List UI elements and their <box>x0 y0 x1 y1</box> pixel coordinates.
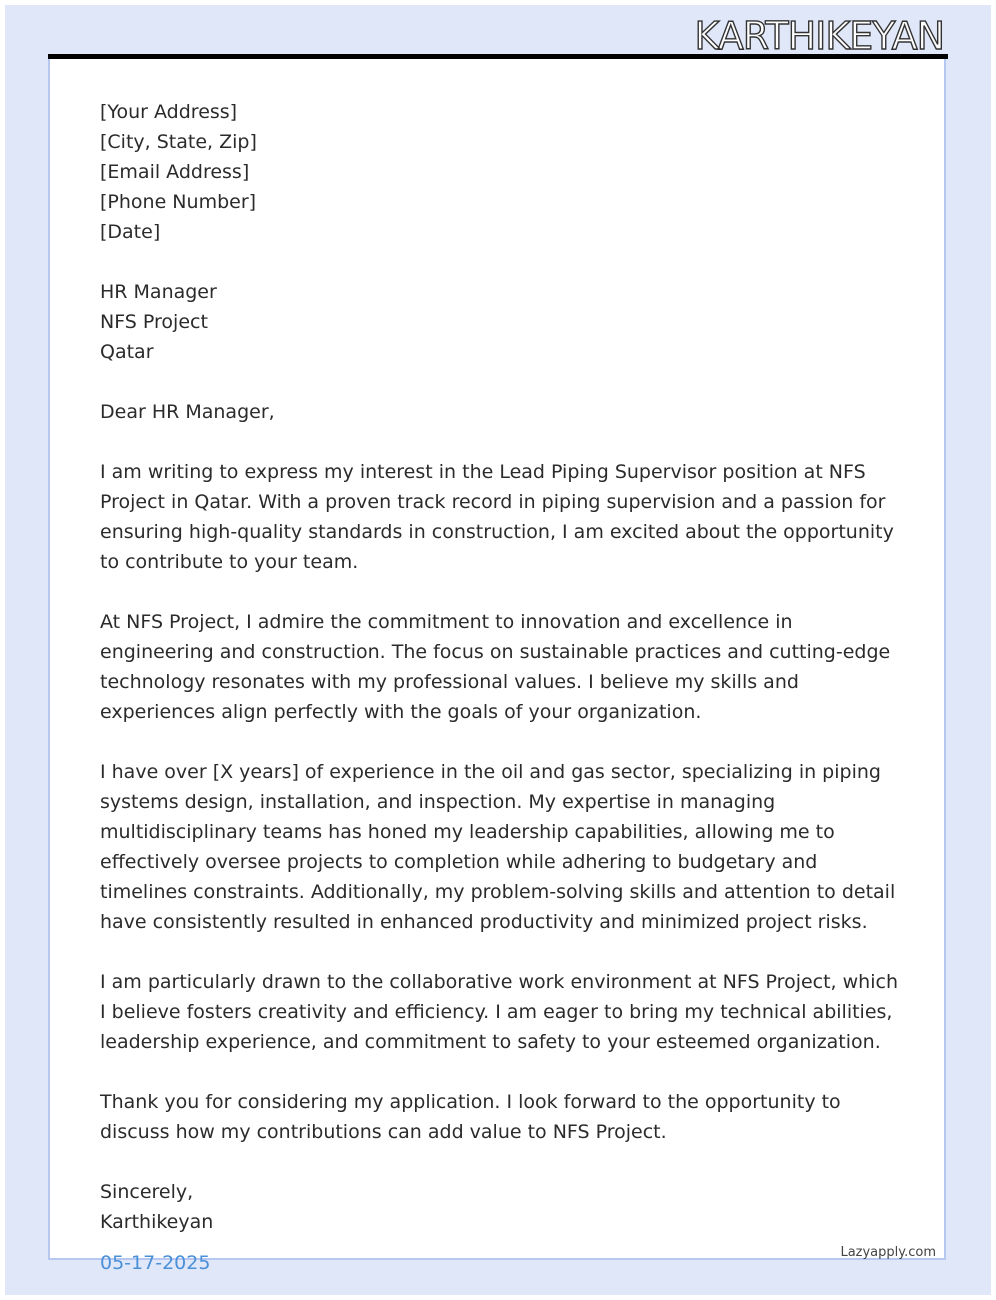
recipient-location: Qatar <box>100 341 154 363</box>
sender-block <box>100 97 900 247</box>
sender-phone: [Phone Number] <box>100 191 257 213</box>
header-name: KARTHIKEYAN <box>694 14 944 58</box>
sender-email: [Email Address] <box>100 161 250 183</box>
recipient-title: HR Manager <box>100 281 217 303</box>
paragraph-experience: I have over [X years] of experience in the oil and gas sector, specializing in piping systems design, installation, and inspection. My expertise in managing multidisciplinary teams has honed my leadership capabilities, allowing me to effectively oversee projects to completion while adhering to budgetary and timelines constraints. Additionally, my problem-solving skills and attention to detail have consistently resulted in enhanced productivity and minimized project risks. <box>100 761 896 933</box>
paragraph-thanks: Thank you for considering my application. I look forward to the opportunity to discuss how my contributions can add value to NFS Project. <box>100 1091 841 1143</box>
recipient-block <box>100 277 900 367</box>
letter-body <box>100 97 900 1237</box>
paragraph-company: At NFS Project, I admire the commitment to innovation and excellence in engineering and construction. The focus on sustainable practices and cutting-edge technology resonates with my professional values. I believe my skills and experiences align perfectly with the goals of your organization. <box>100 611 891 723</box>
sender-city: [City, State, Zip] <box>100 131 257 153</box>
paragraph-intro: I am writing to express my interest in the Lead Piping Supervisor position at NFS Project in Qatar. With a proven track record in piping supervision and a passion for ensuring high-quality standards in construction, I am excited about the opportunity to contribute to your team. <box>100 461 894 573</box>
recipient-company: NFS Project <box>100 311 208 333</box>
paragraph-motivation: I am particularly drawn to the collaborative work environment at NFS Project, which I believe fosters creativity and efficiency. I am eager to bring my technical abilities, leadership experience, and commitment to safety to your esteemed organization. <box>100 971 898 1053</box>
footer-date: 05-17-2025 <box>100 1252 211 1274</box>
sender-date: [Date] <box>100 221 161 243</box>
sender-address: [Your Address] <box>100 101 238 123</box>
footer-brand: Lazyapply.com <box>840 1245 936 1260</box>
signer-name: Karthikeyan <box>100 1211 214 1233</box>
valediction: Sincerely, <box>100 1181 194 1203</box>
salutation: Dear HR Manager, <box>100 401 275 423</box>
